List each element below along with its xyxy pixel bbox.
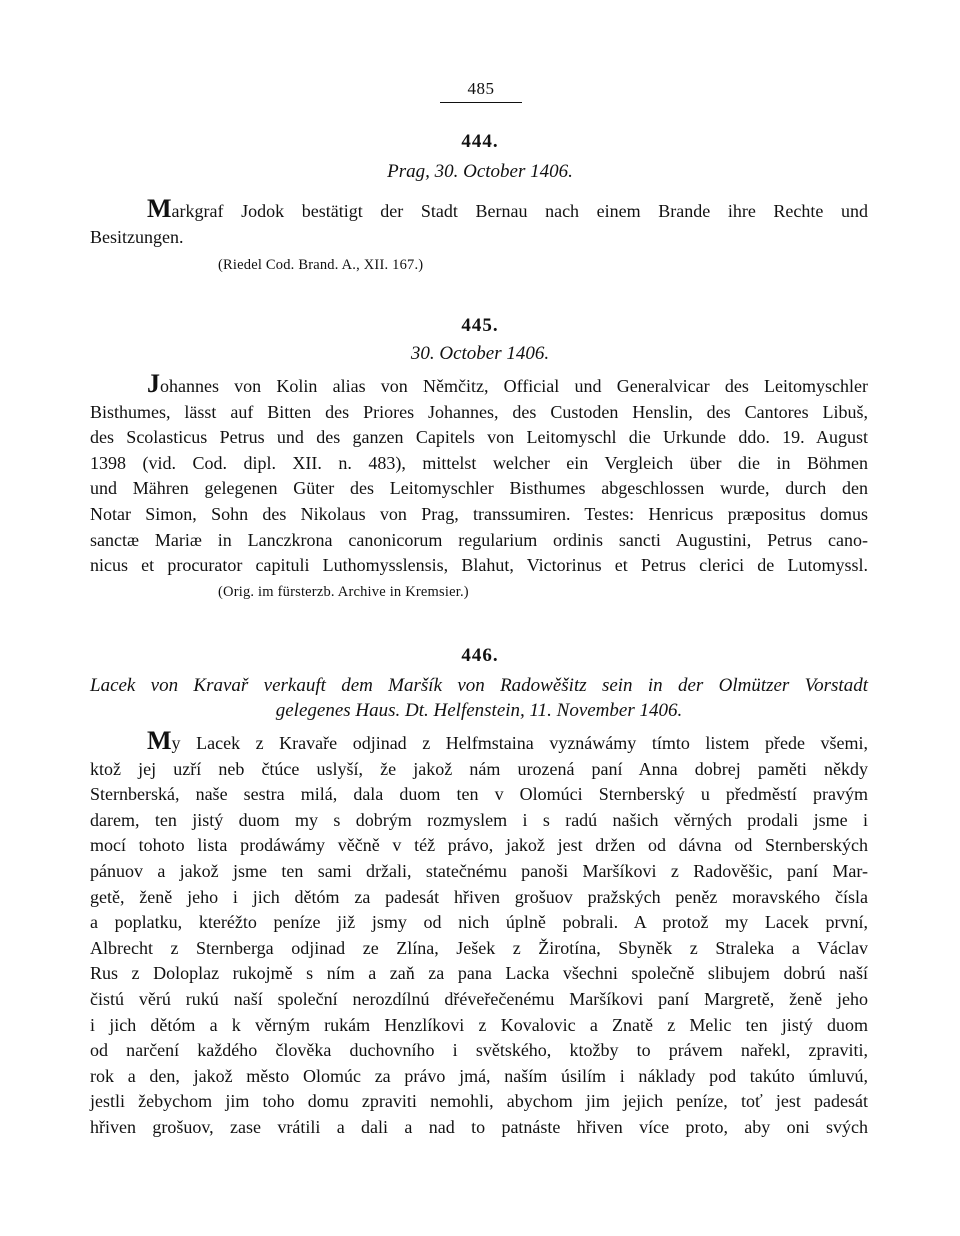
text-line: Markgraf Jodok bestätigt der Stadt Bernau nach einem Brande ihre Rechte und <box>147 194 868 223</box>
entry-date: 30. October 1406. <box>410 343 550 364</box>
drop-cap: M <box>147 726 172 755</box>
text-line: od narčení každého člověka duchovního i světského, ktožby to právem nařekl, zpraviti, <box>90 1040 868 1061</box>
text-line: jestli žebychom jim toho domu zpraviti nemohli, abychom jim jejich peníze, toť jest padesát <box>90 1091 868 1112</box>
text-line: Besitzungen. <box>90 226 184 247</box>
entry-number: 445. <box>461 315 499 336</box>
text-line: sanctæ Mariæ in Lanczkrona canonicorum regularium ordinis sancti Augustini, Petrus cano- <box>90 529 868 550</box>
text-line: 1398 (vid. Cod. dipl. XII. n. 483), mittelst welcher ein Vergleich über die in Böhmen <box>90 452 868 473</box>
text-line: Rus z Doloplaz rukojmě s ním a zaň za pana Lacka všechni společně slibujem dobrú naší <box>90 963 868 984</box>
text-line: čistú věrú rukú naší společní nerozdílnú dřéveřečenému Maršíkovi paní Margretě, ženě jeho <box>90 988 868 1009</box>
text-line: My Lacek z Kravaře odjinad z Helfmstaina vyznáwámy tímto listem přede všemi, <box>147 726 868 755</box>
entry-date: Prag, 30. October 1406. <box>387 161 573 182</box>
text-line: mocí tohoto lista prodáwámy věčně v též právo, jakož jest držen od dávna od Sternberských <box>90 835 868 856</box>
title-line: gelegenes Haus. Dt. Helfenstein, 11. November 1406. <box>275 700 683 721</box>
text-line: pánuov a jakož jsme ten sami držali, statečnému panoši Maršíkovi z Radověšic, paní Mar- <box>90 860 868 881</box>
text-line: Johannes von Kolin alias von Němčitz, Official und Generalvicar des Leitomyschler <box>147 369 868 398</box>
source-citation: (Riedel Cod. Brand. A., XII. 167.) <box>218 257 424 273</box>
text-line: hřiven grošuov, zase vrátili a dali a nad to patnáste hřiven více proto, aby oni svých <box>90 1116 868 1137</box>
entry-number: 444. <box>461 131 499 152</box>
text-line: und Mähren gelegenen Güter des Leitomyschler Bisthumes abgeschlossen wurde, durch den <box>90 478 868 499</box>
source-citation: (Orig. im fürsterzb. Archive in Kremsier.) <box>218 584 469 600</box>
page-number: 485 <box>467 79 495 98</box>
text-line: Bisthumes, lässt auf Bitten des Priores Johannes, des Custoden Henslin, des Cantores Libuš, <box>90 401 868 422</box>
drop-cap: M <box>147 194 172 223</box>
text-line: Sternberská, naše sestra milá, dala duom ten v Olomúci Sternberský u předměstí pravým <box>90 784 868 805</box>
entry-title <box>90 673 868 723</box>
text-line: ktož jej uzří neb čtúce uslyší, že jakož nám urozená paní Anna dobrej paměti někdy <box>90 758 868 779</box>
title-line: Lacek von Kravař verkauft dem Maršík von Radowěšitz sein in der Olmützer Vorstadt <box>90 675 868 696</box>
text-line: darem, ten jistý duom my s dobrým rozmyslem i s radú našich věrných prodali jsme i <box>90 809 868 830</box>
entry-text <box>90 726 868 1141</box>
drop-cap: J <box>147 369 160 398</box>
text-line: Albrecht z Sternberga odjinad ze Zlína, Ješek z Žirotína, Sbyněk z Straleka a Václav <box>90 937 868 958</box>
text-line: a poplatku, kteréžto peníze již jsmy od nich úplně pobrali. A protož my Lacek první, <box>90 912 868 933</box>
entry-abstract <box>90 194 868 250</box>
entry-abstract <box>90 369 868 579</box>
text-line: rok a den, jakož město Olomúc za právo jmá, naším úsilím i náklady pod takúto úmluvú, <box>90 1065 868 1086</box>
entry-number: 446. <box>461 645 499 666</box>
text-line: des Scolasticus Petrus und des ganzen Capitels von Leitomyschl die Urkunde ddo. 19. August <box>90 427 868 448</box>
text-line: nicus et procurator capituli Luthomysslensis, Blahut, Victorinus et Petrus clerici de Lutomyssl. <box>90 555 868 576</box>
text-line: Notar Simon, Sohn des Nikolaus von Prag, transsumiren. Testes: Henricus præpositus domus <box>90 503 868 524</box>
text-line: i jich dětóm a k věrným rukám Henzlíkovi z Kovalovic a Znatě z Melic ten jistý duom <box>90 1014 868 1035</box>
text-line: getě, ženě jeho i jich dětóm za padesát hřiven grošuov pražských peněz moravského čísla <box>90 886 868 907</box>
page-number-rule <box>440 102 522 103</box>
